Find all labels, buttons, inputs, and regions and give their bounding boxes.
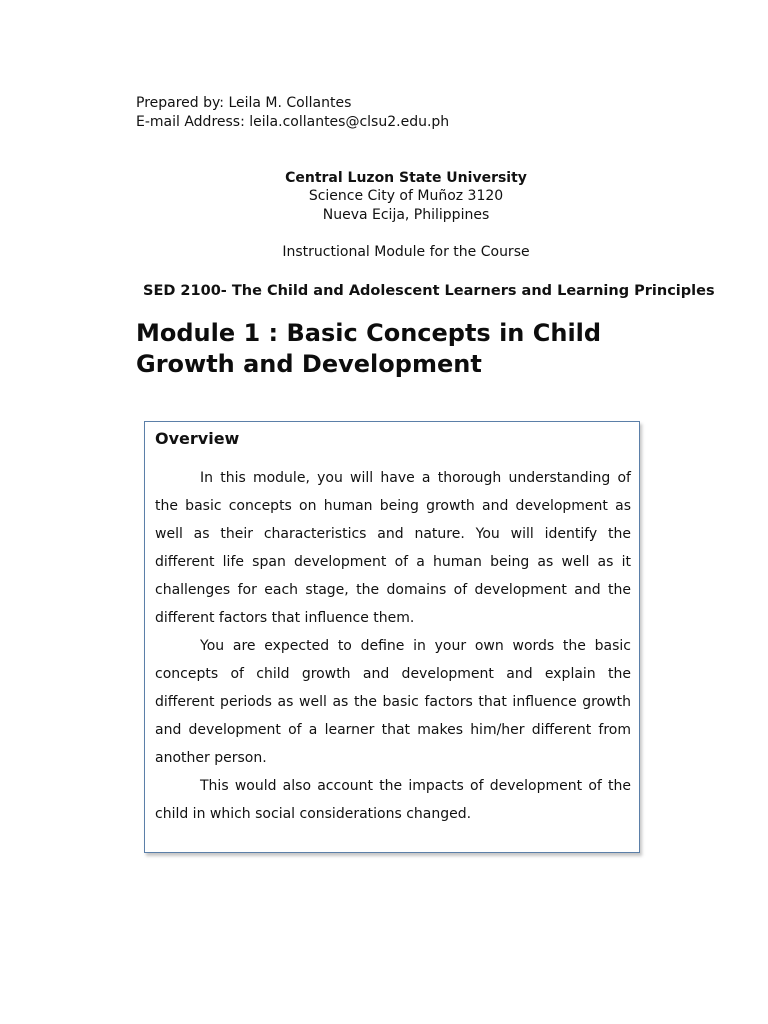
university-city: Science City of Muñoz 3120 bbox=[308, 188, 504, 204]
overview-heading: Overview bbox=[155, 429, 240, 448]
overview-paragraph: You are expected to define in your own words the basic concepts of child growth and development and explain the different periods as well as the basic factors that influence growth and development of a learner that makes him/her different from another person. bbox=[155, 638, 631, 766]
module-subtitle: Instructional Module for the Course bbox=[282, 244, 530, 260]
module-title: Module 1 : Basic Concepts in Child Growth and Development bbox=[136, 319, 602, 378]
university-province: Nueva Ecija, Philippines bbox=[322, 207, 490, 223]
overview-box bbox=[144, 421, 640, 853]
overview-body bbox=[155, 464, 631, 828]
prepared-by: Prepared by: Leila M. Collantes bbox=[136, 95, 352, 111]
overview-paragraph: In this module, you will have a thorough understanding of the basic concepts on human being growth and development as well as their characteristics and nature. You will identify the different life span development of a human being as well as it challenges for each stage, the domains of development and the different factors that influence them. bbox=[155, 470, 631, 626]
course-title: SED 2100- The Child and Adolescent Learners and Learning Principles bbox=[143, 283, 715, 299]
email-address: E-mail Address: leila.collantes@clsu2.edu.ph bbox=[136, 114, 450, 130]
university-name: Central Luzon State University bbox=[285, 170, 527, 186]
overview-paragraph: This would also account the impacts of development of the child in which social considerations changed. bbox=[155, 778, 631, 822]
